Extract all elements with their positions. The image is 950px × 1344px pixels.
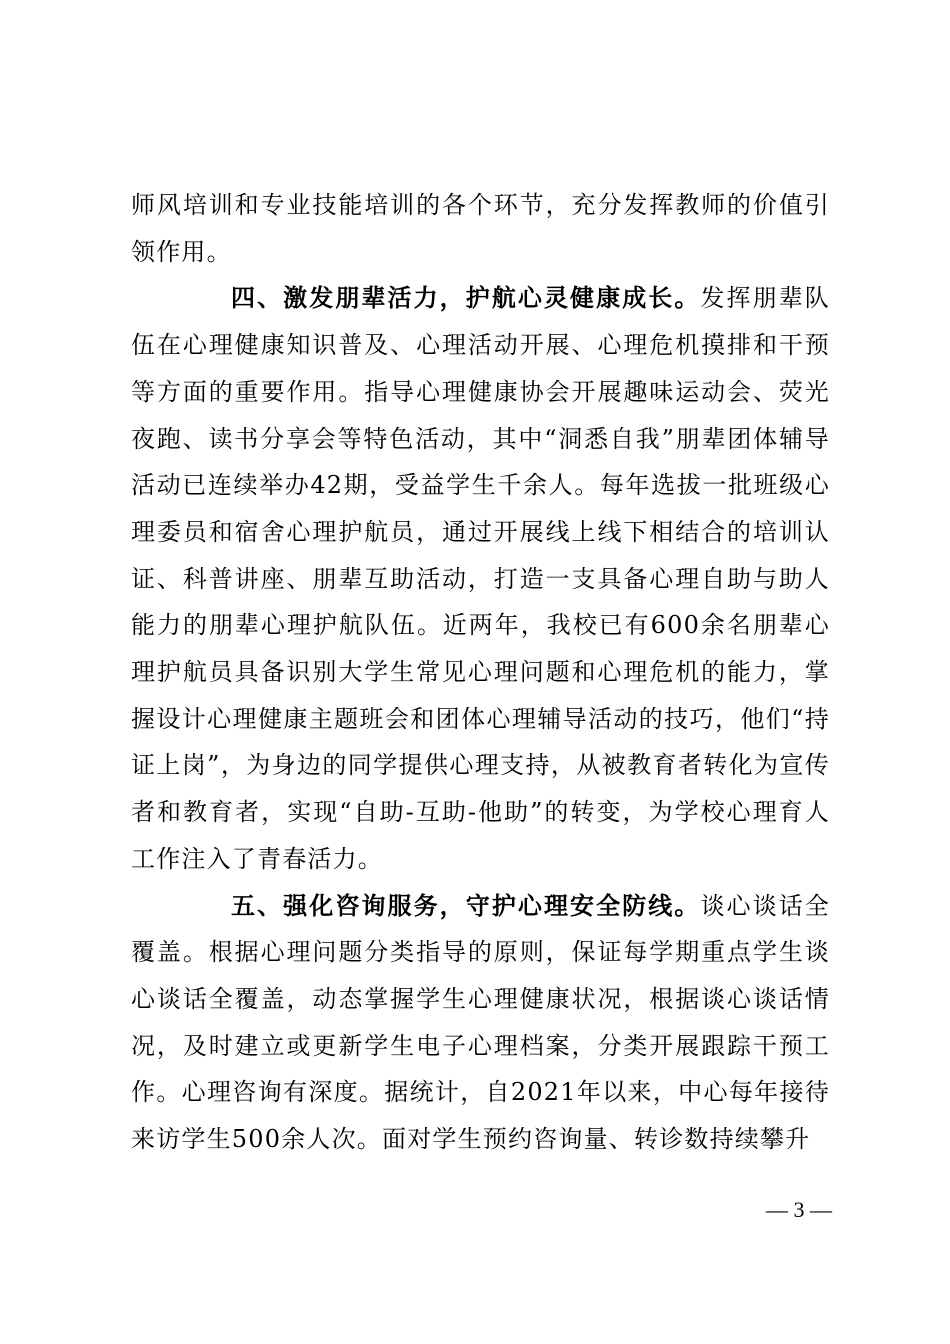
section-four-heading: 四、激发朋辈活力，护航心灵健康成长。	[231, 284, 701, 313]
page-number: — 3 —	[766, 1197, 832, 1222]
paragraph-continuation	[131, 182, 830, 275]
section-four-text: 发挥朋辈队伍在心理健康知识普及、心理活动开展、心理危机摸排和干预等方面的重要作用。指导心理健康协会开展趣味运动会、荧光夜跑、读书分享会等特色活动，其中“洞悉自我”朋辈团体辅导活动已连续举办42期，受益学生千余人。每年选拔一批班级心理委员和宿舍心理护航员，通过开展线上线下相结合的培训认证、科普讲座、朋辈互助活动，打造一支具备心理自助与助人能力的朋辈心理护航队伍。近两年，我校已有600余名朋辈心理护航员具备识别大学生常见心理问题和心理危机的能力，掌握设计心理健康主题班会和团体心理辅导活动的技巧，他们“持证上岗”，为身边的同学提供心理支持，从被教育者转化为宣传者和教育者，实现“自助-互助-他助”的转变，为学校心理育人工作注入了青春活力。	[131, 284, 830, 873]
section-five-text: 谈心谈话全覆盖。根据心理问题分类指导的原则，保证每学期重点学生谈心谈话全覆盖，动态掌握学生心理健康状况，根据谈心谈话情况，及时建立或更新学生电子心理档案，分类开展跟踪干预工作。心理咨询有深度。据统计，自2021年以来，中心每年接待来访学生500余人次。面对学生预约咨询量、转诊数持续攀升	[131, 891, 830, 1154]
paragraph-text: 师风培训和专业技能培训的各个环节，充分发挥教师的价值引领作用。	[131, 191, 830, 266]
body-text	[131, 182, 830, 1163]
section-five-paragraph	[131, 883, 830, 1163]
section-four-paragraph	[131, 275, 830, 882]
section-five-heading: 五、强化咨询服务，守护心理安全防线。	[231, 891, 701, 920]
